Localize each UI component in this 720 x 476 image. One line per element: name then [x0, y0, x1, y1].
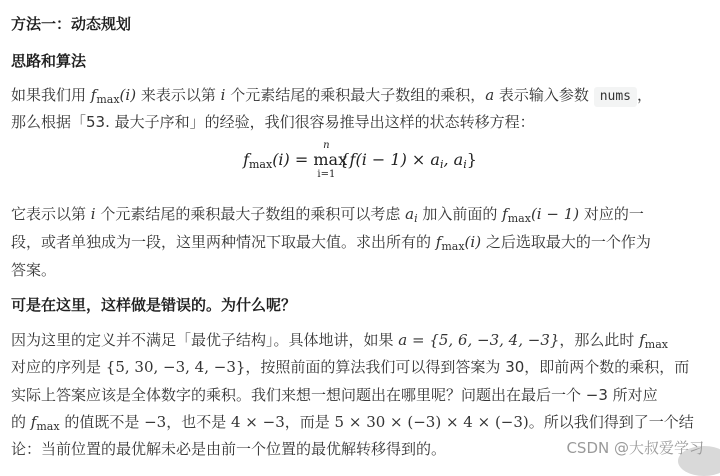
- math-expression: {f(i − 1) × a: [339, 150, 440, 169]
- text-segment: 之后选取最大的一个作为: [481, 233, 651, 251]
- math-expression: −3: [144, 413, 167, 431]
- max-label: max: [313, 150, 348, 169]
- math-symbol: f: [30, 413, 37, 431]
- math-expression: , a: [443, 150, 464, 169]
- text-segment: 个元素结尾的乘积最大子数组的乘积，: [225, 86, 486, 104]
- math-subscript: i: [414, 212, 418, 225]
- math-argument: (i) =: [272, 150, 314, 169]
- subsection-heading-why-wrong: 可是在这里，这样做是错误的。为什么呢？: [11, 296, 297, 314]
- math-argument: (i): [119, 86, 137, 104]
- max-upper-bound: n: [323, 140, 330, 151]
- math-subscript: max: [441, 240, 465, 253]
- text-segment: 的: [11, 413, 31, 431]
- math-symbol: a: [485, 86, 495, 104]
- text-segment: 表示输入参数: [494, 86, 594, 104]
- paragraph-3-line-3: 实际上答案应该是全体数字的乘积。我们来想一想问题出在哪里呢？问题出在最后一个 −3 所对应: [11, 386, 658, 404]
- paragraph-3-line-4: [11, 412, 694, 437]
- math-symbol: i: [90, 205, 96, 223]
- csdn-watermark: CSDN @大叔爱学习: [566, 439, 704, 457]
- paragraph-3-line-1: [11, 330, 668, 355]
- math-subscript: max: [248, 158, 273, 171]
- paragraph-1-line-1: [11, 85, 652, 110]
- text-segment: 加入前面的: [417, 205, 503, 223]
- math-expression: 5 × 30 × (−3) × 4 × (−3): [334, 413, 529, 431]
- text-segment: 的值既不是: [59, 413, 145, 431]
- text-segment: 对应的序列是: [11, 358, 106, 376]
- text-segment: ，按照前面的算法我们可以得到答案为 30，即前两个数的乘积，而: [245, 358, 690, 376]
- math-symbol: a: [405, 205, 415, 223]
- math-expression: {5, 30, −3, 4, −3}: [105, 358, 246, 376]
- text-segment: 来表示以第: [136, 86, 221, 104]
- text-segment: ，那么此时: [559, 331, 640, 349]
- max-operator: [313, 140, 348, 180]
- paragraph-1-line-2: 那么根据「53. 最大子序和」的经验，我们很容易推导出这样的状态转移方程：: [11, 113, 535, 131]
- paragraph-2-line-3: 答案。: [11, 261, 57, 279]
- text-segment: ，: [637, 86, 653, 104]
- math-subscript: i: [463, 158, 467, 171]
- text-segment: 它表示以第: [11, 205, 91, 223]
- math-symbol: f: [639, 331, 645, 349]
- text-segment: 个元素结尾的乘积最大子数组的乘积可以考虑: [95, 205, 406, 223]
- max-lower-bound: i=1: [317, 169, 336, 180]
- text-segment: 如果我们用: [11, 86, 91, 104]
- paragraph-2-line-1: [11, 204, 644, 229]
- state-transition-formula: [0, 140, 720, 180]
- text-segment: ，而是: [284, 413, 335, 431]
- text-segment: 对应的一: [579, 205, 644, 223]
- math-subscript: max: [507, 212, 531, 225]
- math-subscript: max: [96, 93, 120, 106]
- math-symbol: i: [220, 86, 226, 104]
- text-segment: ，也不是: [166, 413, 231, 431]
- subsection-heading-idea: 思路和算法: [11, 52, 87, 70]
- section-heading-method: 方法一：动态规划: [11, 15, 132, 33]
- math-symbol: f: [90, 86, 97, 104]
- text-segment: 。所以我们得到了一个结: [528, 413, 694, 431]
- math-expression: }: [466, 150, 477, 169]
- math-argument: (i − 1): [530, 205, 580, 223]
- text-segment: 段，或者单独成为一段，这里两种情况下取最大值。求出所有的: [11, 233, 436, 251]
- paragraph-3-line-5: 论：当前位置的最优解未必是由前一个位置的最优解转移得到的。: [11, 440, 447, 458]
- math-symbol: f: [435, 233, 442, 251]
- paragraph-3-line-2: [11, 357, 689, 377]
- text-segment: 因为这里的定义并不满足「最优子结构」。具体地讲，如果: [11, 331, 399, 349]
- math-symbol: f: [502, 205, 508, 223]
- math-expression: 4 × −3: [231, 413, 285, 431]
- math-subscript: max: [644, 338, 668, 351]
- math-subscript: max: [36, 420, 60, 433]
- math-subscript: i: [439, 158, 444, 171]
- paragraph-2-line-2: [11, 232, 651, 257]
- math-symbol: f: [243, 150, 249, 169]
- inline-code: nums: [594, 87, 637, 107]
- math-expression: a = {5, 6, −3, 4, −3}: [398, 331, 560, 349]
- math-argument: (i): [464, 233, 482, 251]
